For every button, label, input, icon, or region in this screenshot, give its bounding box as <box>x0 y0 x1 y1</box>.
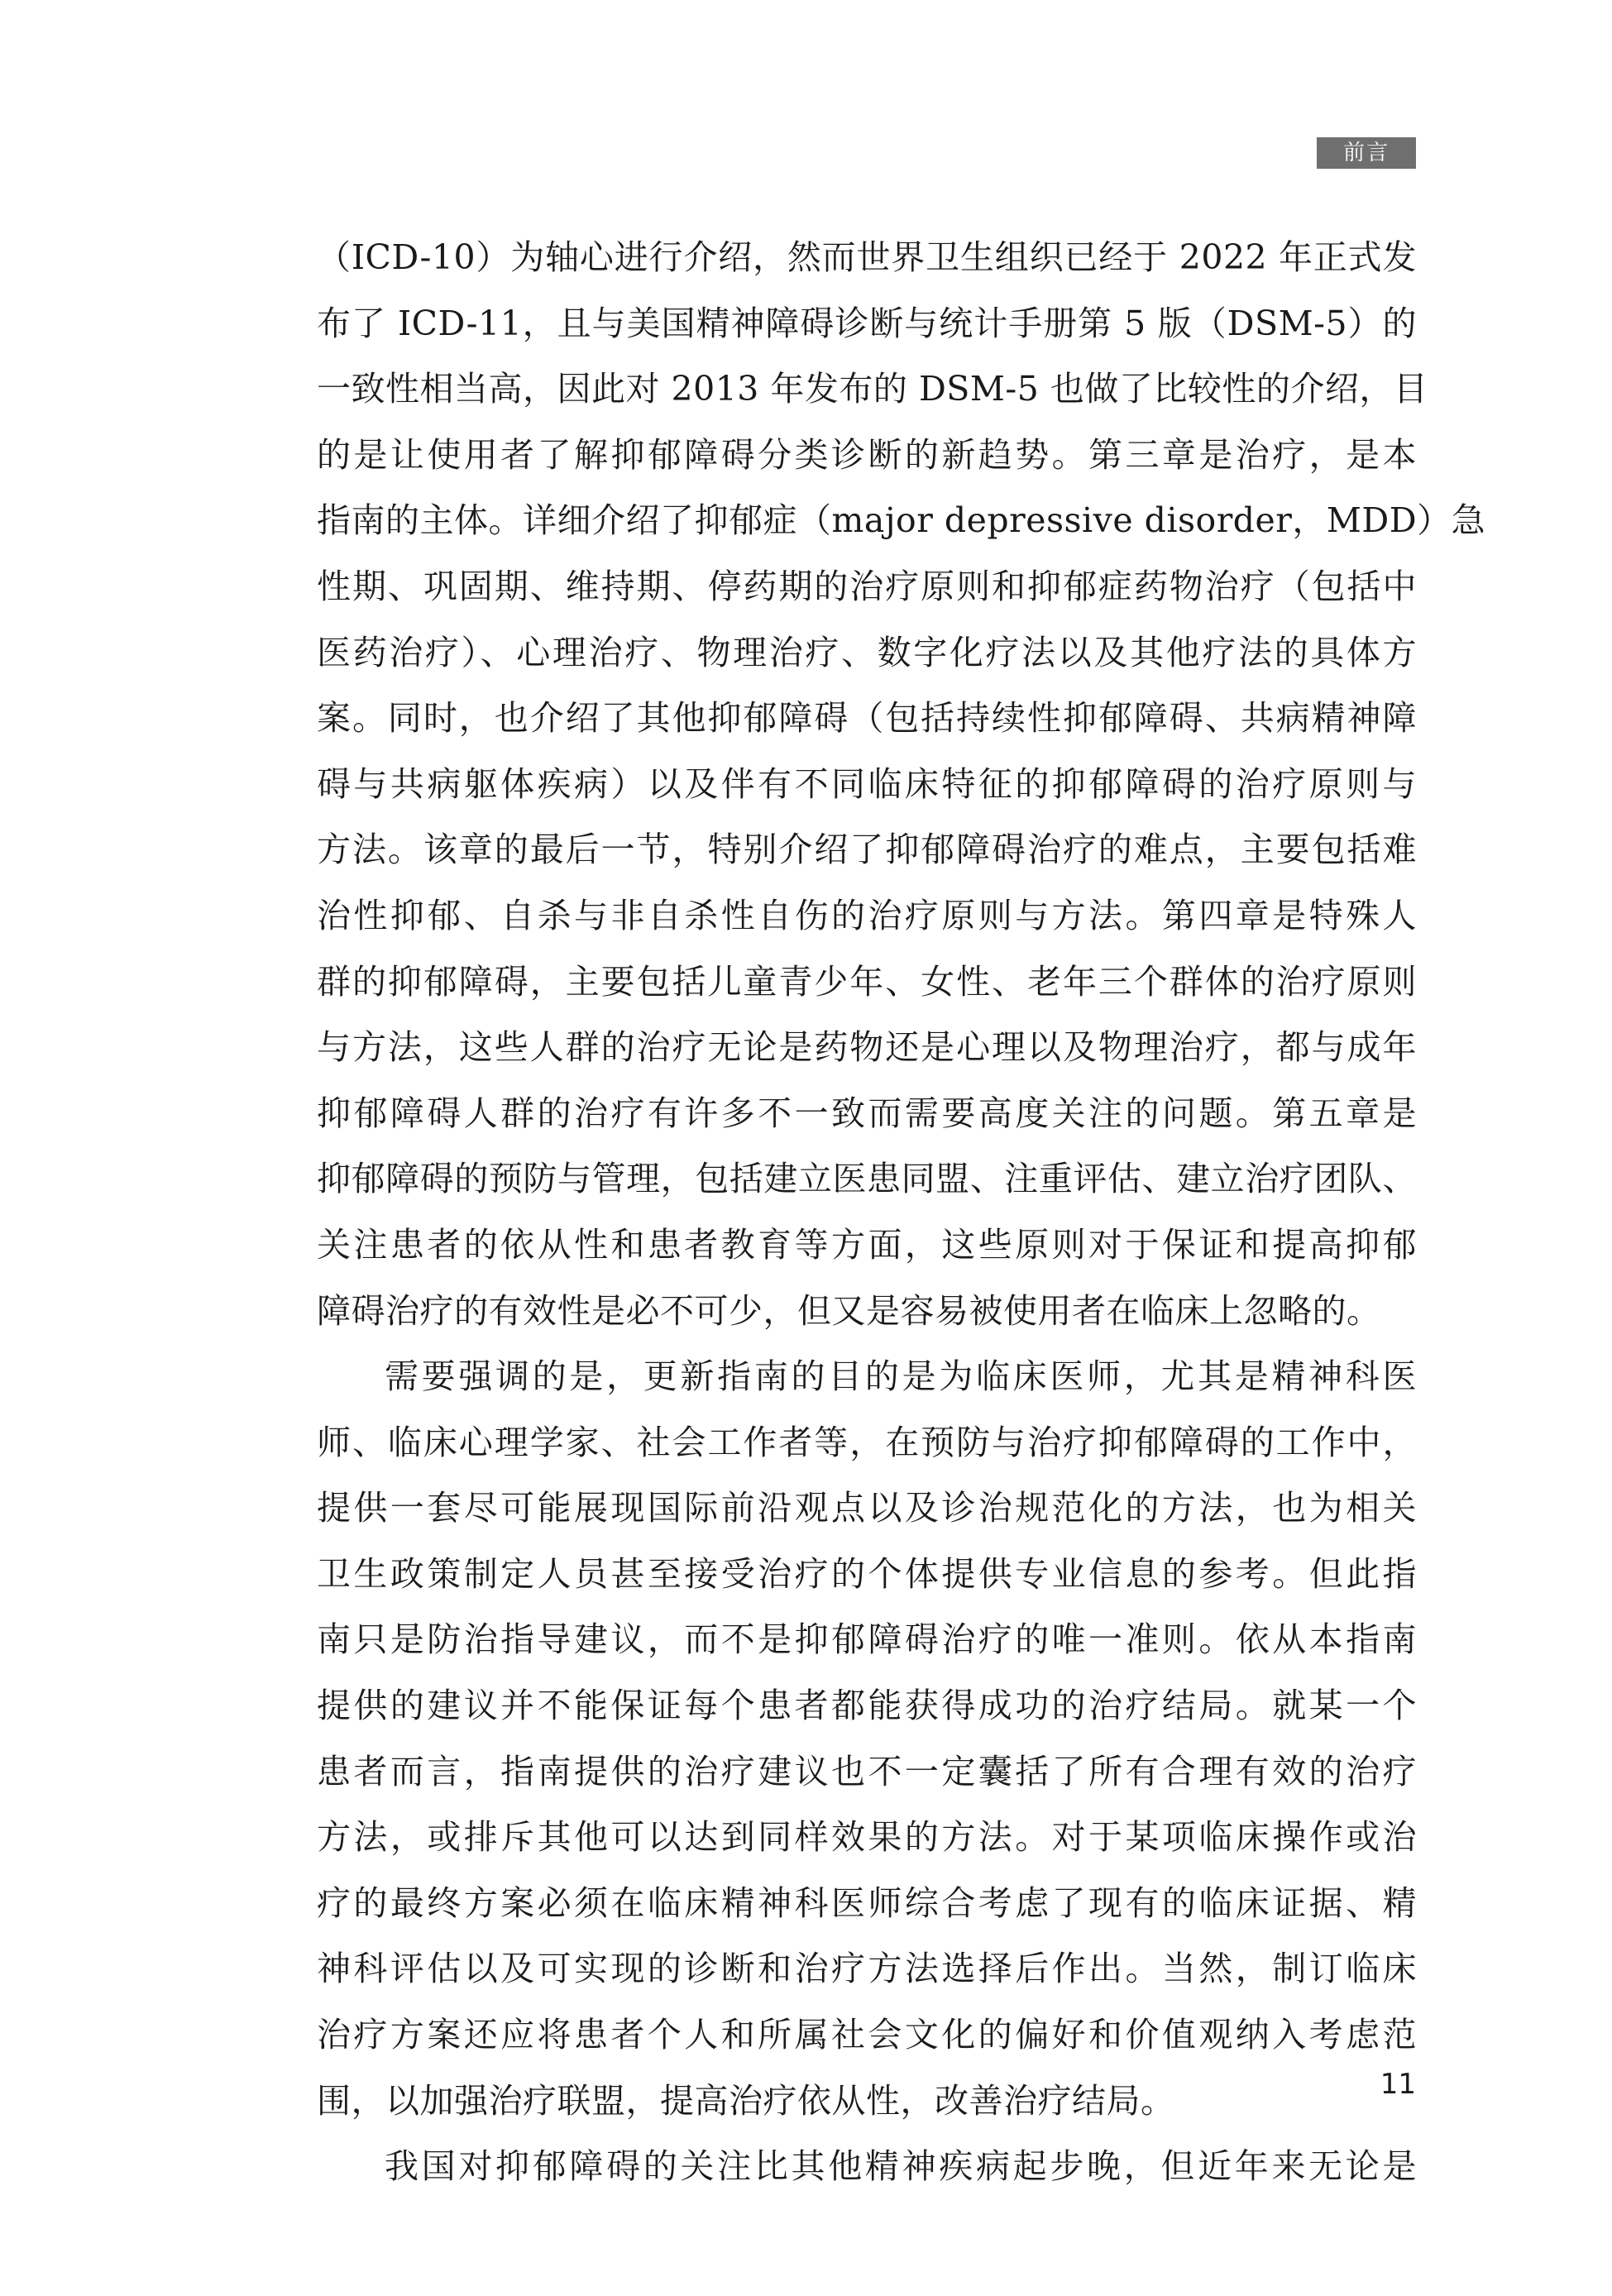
text-line: 师、临床心理学家、社会工作者等，在预防与治疗抑郁障碍的工作中， <box>317 1422 1417 1462</box>
text-line: 一致性相当高，因此对 2013 年发布的 DSM-5 也做了比较性的介绍，目 <box>317 369 1428 409</box>
text-line: 性期、巩固期、维持期、停药期的治疗原则和抑郁症药物治疗（包括中 <box>317 566 1417 606</box>
text-line: （ICD-10）为轴心进行介绍，然而世界卫生组织已经于 2022 年正式发 <box>317 237 1417 277</box>
body-text <box>317 225 1486 2200</box>
paragraph-1 <box>317 225 1486 1344</box>
text-line: 碍与共病躯体疾病）以及伴有不同临床特征的抑郁障碍的治疗原则与 <box>317 763 1417 804</box>
text-line: 指南的主体。详细介绍了抑郁症（major depressive disorder，MDD）急 <box>317 500 1486 541</box>
section-header-tab: 前言 <box>1317 137 1416 169</box>
text-line: 提供一套尽可能展现国际前沿观点以及诊治规范化的方法，也为相关 <box>317 1488 1417 1528</box>
text-line: 围，以加强治疗联盟，提高治疗依从性，改善治疗结局。 <box>317 2080 1175 2121</box>
text-line: 案。同时，也介绍了其他抑郁障碍（包括持续性抑郁障碍、共病精神障 <box>317 698 1417 739</box>
text-line: 南只是防治指导建议，而不是抑郁障碍治疗的唯一准则。依从本指南 <box>317 1619 1417 1660</box>
text-line: 群的抑郁障碍，主要包括儿童青少年、女性、老年三个群体的治疗原则 <box>317 961 1417 1002</box>
text-line: 提供的建议并不能保证每个患者都能获得成功的治疗结局。就某一个 <box>317 1686 1417 1726</box>
text-line: 的是让使用者了解抑郁障碍分类诊断的新趋势。第三章是治疗，是本 <box>317 434 1417 475</box>
text-line: 方法。该章的最后一节，特别介绍了抑郁障碍治疗的难点，主要包括难 <box>317 830 1417 870</box>
text-line: 医药治疗）、心理治疗、物理治疗、数字化疗法以及其他疗法的具体方 <box>317 632 1417 672</box>
text-line: 需要强调的是，更新指南的目的是为临床医师，尤其是精神科医 <box>385 1356 1417 1397</box>
text-line: 治性抑郁、自杀与非自杀性自伤的治疗原则与方法。第四章是特殊人 <box>317 895 1417 935</box>
text-line: 卫生政策制定人员甚至接受治疗的个体提供专业信息的参考。但此指 <box>317 1553 1417 1594</box>
text-line: 与方法，这些人群的治疗无论是药物还是心理以及物理治疗，都与成年 <box>317 1027 1417 1068</box>
paragraph-2 <box>317 1344 1417 2134</box>
text-line: 障碍治疗的有效性是必不可少，但又是容易被使用者在临床上忽略的。 <box>317 1290 1381 1331</box>
text-line: 关注患者的依从性和患者教育等方面，这些原则对于保证和提高抑郁 <box>317 1224 1417 1265</box>
page-number: 11 <box>1380 2068 1416 2101</box>
text-line: 患者而言，指南提供的治疗建议也不一定囊括了所有合理有效的治疗 <box>317 1751 1417 1791</box>
text-line: 神科评估以及可实现的诊断和治疗方法选择后作出。当然，制订临床 <box>317 1949 1417 1989</box>
text-line: 治疗方案还应将患者个人和所属社会文化的偏好和价值观纳入考虑范 <box>317 2015 1417 2055</box>
text-line: 方法，或排斥其他可以达到同样效果的方法。对于某项临床操作或治 <box>317 1817 1417 1858</box>
text-line: 布了 ICD-11，且与美国精神障碍诊断与统计手册第 5 版（DSM-5）的 <box>317 303 1417 343</box>
text-line: 抑郁障碍的预防与管理，包括建立医患同盟、注重评估、建立治疗团队、 <box>317 1159 1417 1199</box>
text-line: 疗的最终方案必须在临床精神科医师综合考虑了现有的临床证据、精 <box>317 1882 1417 1923</box>
text-line: 我国对抑郁障碍的关注比其他精神疾病起步晚，但近年来无论是 <box>385 2146 1417 2187</box>
paragraph-3 <box>317 2134 1417 2200</box>
text-line: 抑郁障碍人群的治疗有许多不一致而需要高度关注的问题。第五章是 <box>317 1093 1417 1133</box>
